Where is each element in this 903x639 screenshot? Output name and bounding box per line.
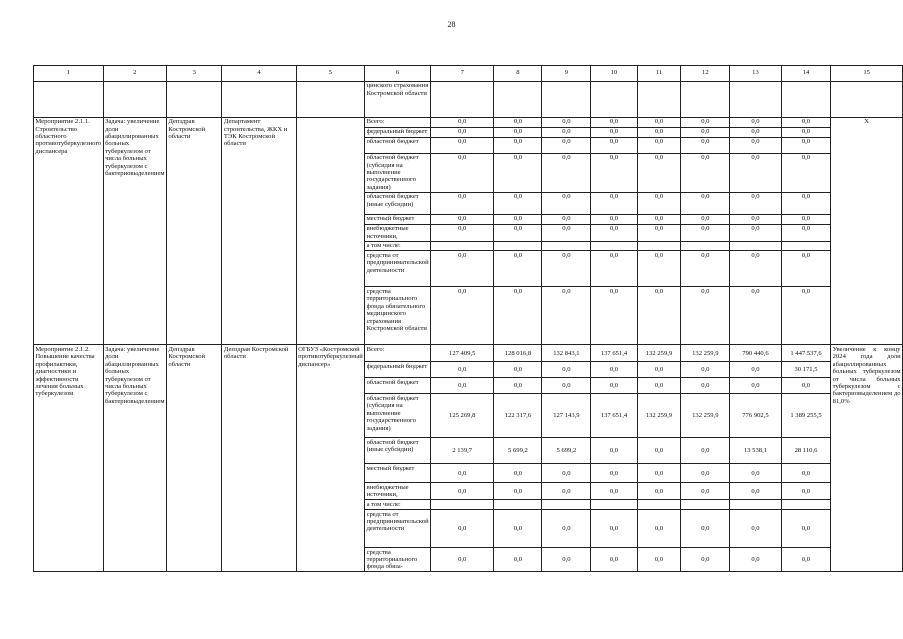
amount-cell: 776 902,5 (730, 394, 781, 438)
amount-cell: 0,0 (637, 192, 681, 214)
amount-cell: 0,0 (730, 464, 781, 483)
amount-cell (430, 500, 493, 510)
amount-cell: 0,0 (494, 483, 542, 500)
column-number: 2 (103, 66, 166, 82)
amount-cell (681, 241, 730, 251)
task-cell: Задача: увеличение доли абациллированных больных туберкулезом от числа больных туберкулезом с бактериовыделением (103, 345, 166, 572)
amount-cell: 0,0 (430, 214, 493, 224)
amount-cell: 0,0 (681, 153, 730, 192)
funding-source-cell: внебюджетные источники, (365, 483, 431, 500)
funding-source-cell: а том числе: (365, 241, 431, 251)
amount-cell: 0,0 (430, 362, 493, 378)
amount-cell: 0,0 (637, 510, 681, 548)
column-number: 4 (222, 66, 296, 82)
amount-cell: 5 699,2 (542, 438, 591, 464)
amount-cell: 0,0 (430, 510, 493, 548)
amount-cell: 0,0 (781, 153, 831, 192)
amount-cell: 0,0 (781, 378, 831, 394)
amount-cell: 0,0 (681, 214, 730, 224)
amount-cell: 0,0 (542, 251, 591, 287)
amount-cell: 0,0 (637, 117, 681, 127)
amount-cell: 0,0 (591, 510, 637, 548)
funding-source-cell: местный бюджет (365, 464, 431, 483)
amount-cell: 132 259,9 (681, 345, 730, 362)
column-number: 15 (831, 66, 903, 82)
amount-cell: 0,0 (494, 214, 542, 224)
amount-cell: 0,0 (542, 137, 591, 153)
funding-source-cell: местный бюджет (365, 214, 431, 224)
funding-source-cell: областной бюджет (субсидия на выполнение государственного задания) (365, 153, 431, 192)
amount-cell: 0,0 (681, 117, 730, 127)
amount-cell (591, 500, 637, 510)
amount-cell: 0,0 (637, 127, 681, 137)
amount-cell: 1 447 537,6 (781, 345, 831, 362)
amount-cell: 0,0 (730, 214, 781, 224)
amount-cell: 0,0 (542, 362, 591, 378)
amount-cell: 0,0 (542, 287, 591, 345)
amount-cell (730, 500, 781, 510)
amount-cell: 0,0 (781, 117, 831, 127)
column-number: 14 (781, 66, 831, 82)
funding-source-cell: областной бюджет (365, 378, 431, 394)
amount-cell: 127 143,9 (542, 394, 591, 438)
funding-source-cell: федеральный бюджет (365, 362, 431, 378)
amount-cell: 0,0 (591, 483, 637, 500)
amount-cell: 0,0 (494, 548, 542, 572)
amount-cell: 0,0 (591, 287, 637, 345)
amount-cell (542, 241, 591, 251)
amount-cell: 128 016,8 (494, 345, 542, 362)
amount-cell: 0,0 (430, 224, 493, 241)
amount-cell: 0,0 (494, 127, 542, 137)
expected-result-cell: Х (831, 117, 903, 345)
amount-cell: 0,0 (637, 287, 681, 345)
amount-cell: 0,0 (430, 378, 493, 394)
continued-source-cell: цинского страхования Костромской области (365, 81, 431, 117)
funding-source-cell: средства от предпринимательской деятельности (365, 510, 431, 548)
amount-cell: 0,0 (430, 287, 493, 345)
amount-cell: 0,0 (781, 137, 831, 153)
amount-cell: 122 317,6 (494, 394, 542, 438)
amount-cell: 0,0 (681, 192, 730, 214)
amount-cell: 127 409,5 (430, 345, 493, 362)
amount-cell: 0,0 (781, 287, 831, 345)
amount-cell: 0,0 (494, 510, 542, 548)
amount-cell: 0,0 (781, 214, 831, 224)
amount-cell: 0,0 (591, 464, 637, 483)
amount-cell: 132 843,1 (542, 345, 591, 362)
column-number: 10 (591, 66, 637, 82)
task-cell: Задача: увеличение доли абациллированных больных туберкулезом от числа больных туберкулезом с бактериовыделением (103, 117, 166, 345)
amount-cell: 0,0 (591, 153, 637, 192)
amount-cell: 0,0 (781, 510, 831, 548)
amount-cell: 0,0 (730, 548, 781, 572)
amount-cell: 0,0 (637, 483, 681, 500)
amount-cell: 0,0 (681, 483, 730, 500)
amount-cell: 0,0 (591, 214, 637, 224)
amount-cell: 0,0 (591, 224, 637, 241)
executor-cell: Депздрав Костромской области (222, 345, 296, 572)
column-number: 3 (166, 66, 222, 82)
amount-cell: 0,0 (542, 483, 591, 500)
executor-cell: Департамент строительства, ЖКХ и ТЭК Костромской области (222, 117, 296, 345)
funding-source-cell: средства от предпринимательской деятельности (365, 251, 431, 287)
amount-cell: 0,0 (637, 362, 681, 378)
amount-cell: 13 538,1 (730, 438, 781, 464)
amount-cell: 0,0 (681, 378, 730, 394)
column-number: 7 (430, 66, 493, 82)
funding-source-cell: областной бюджет (365, 137, 431, 153)
amount-cell: 0,0 (730, 483, 781, 500)
column-number: 5 (296, 66, 365, 82)
amount-cell: 0,0 (730, 287, 781, 345)
amount-cell: 0,0 (637, 137, 681, 153)
measure-name-cell: Мероприятие 2.1.2. Повышение качества профилактики, диагностики и эффективности лечения больных туберкулезом (34, 345, 104, 572)
amount-cell: 0,0 (591, 192, 637, 214)
amount-cell (494, 500, 542, 510)
amount-cell: 0,0 (637, 438, 681, 464)
amount-cell: 132 259,9 (681, 394, 730, 438)
amount-cell: 0,0 (591, 137, 637, 153)
amount-cell: 5 699,2 (494, 438, 542, 464)
funding-source-cell: средства территориального фонда обязательного медицинского страхования Костромской области (365, 287, 431, 345)
amount-cell: 0,0 (430, 483, 493, 500)
amount-cell: 0,0 (494, 153, 542, 192)
funding-source-cell: областной бюджет (субсидия на выполнение государственного задания) (365, 394, 431, 438)
amount-cell: 0,0 (591, 438, 637, 464)
amount-cell: 0,0 (637, 378, 681, 394)
amount-cell (781, 241, 831, 251)
coexecutor-cell: Депздрав Костромской области (166, 345, 222, 572)
amount-cell: 0,0 (494, 464, 542, 483)
amount-cell: 0,0 (637, 224, 681, 241)
amount-cell: 0,0 (637, 251, 681, 287)
amount-cell: 0,0 (591, 548, 637, 572)
amount-cell: 0,0 (781, 127, 831, 137)
amount-cell: 0,0 (430, 137, 493, 153)
table-row (34, 345, 903, 362)
amount-cell: 0,0 (591, 251, 637, 287)
amount-cell: 0,0 (730, 251, 781, 287)
amount-cell: 0,0 (681, 137, 730, 153)
column-number: 6 (365, 66, 431, 82)
amount-cell: 790 440,6 (730, 345, 781, 362)
amount-cell: 0,0 (494, 362, 542, 378)
funding-source-cell: средства территориального фонда обяза- (365, 548, 431, 572)
amount-cell: 0,0 (781, 192, 831, 214)
recipient-cell: ОГБУЗ «Костромской противотуберкулезный диспансер» (296, 345, 365, 572)
amount-cell: 132 259,9 (637, 394, 681, 438)
amount-cell: 0,0 (730, 153, 781, 192)
amount-cell: 1 389 255,5 (781, 394, 831, 438)
page-number: 28 (447, 20, 456, 29)
column-number: 1 (34, 66, 104, 82)
amount-cell: 0,0 (781, 224, 831, 241)
amount-cell: 0,0 (681, 548, 730, 572)
amount-cell: 0,0 (637, 214, 681, 224)
amount-cell: 0,0 (730, 378, 781, 394)
expected-result-cell: Увеличение к концу 2024 года доли абациллированных больных туберкулезом от числа больных туберкулезом с бактериовыделением до 81,0% (831, 345, 903, 572)
amount-cell: 0,0 (430, 153, 493, 192)
amount-cell: 0,0 (542, 378, 591, 394)
amount-cell: 0,0 (430, 251, 493, 287)
amount-cell: 0,0 (591, 362, 637, 378)
amount-cell: 0,0 (430, 117, 493, 127)
amount-cell: 0,0 (494, 192, 542, 214)
amount-cell: 0,0 (494, 251, 542, 287)
funding-source-cell: областной бюджет (иные субсидии) (365, 438, 431, 464)
funding-source-cell: Всего: (365, 117, 431, 127)
measure-name-cell: Мероприятие 2.1.1. Строительство областного противотуберкулезного диспансера (34, 117, 104, 345)
amount-cell: 0,0 (681, 362, 730, 378)
amount-cell: 0,0 (730, 510, 781, 548)
amount-cell: 0,0 (637, 153, 681, 192)
amount-cell: 0,0 (681, 251, 730, 287)
amount-cell: 0,0 (781, 483, 831, 500)
amount-cell: 0,0 (730, 117, 781, 127)
funding-source-cell: а том числе: (365, 500, 431, 510)
funding-source-cell: федеральный бюджет (365, 127, 431, 137)
amount-cell: 0,0 (730, 362, 781, 378)
amount-cell: 0,0 (430, 548, 493, 572)
amount-cell: 0,0 (542, 127, 591, 137)
amount-cell: 30 171,5 (781, 362, 831, 378)
amount-cell: 2 139,7 (430, 438, 493, 464)
amount-cell (637, 500, 681, 510)
amount-cell (494, 241, 542, 251)
amount-cell: 0,0 (542, 214, 591, 224)
amount-cell (542, 500, 591, 510)
amount-cell (591, 241, 637, 251)
amount-cell: 0,0 (542, 117, 591, 127)
amount-cell: 0,0 (730, 137, 781, 153)
amount-cell: 0,0 (591, 378, 637, 394)
amount-cell: 0,0 (542, 153, 591, 192)
amount-cell (637, 241, 681, 251)
column-number: 8 (494, 66, 542, 82)
funding-source-cell: Всего: (365, 345, 431, 362)
amount-cell: 0,0 (430, 192, 493, 214)
table-row (34, 117, 903, 127)
amount-cell: 0,0 (591, 117, 637, 127)
column-number: 12 (681, 66, 730, 82)
amount-cell (781, 500, 831, 510)
amount-cell (681, 500, 730, 510)
continued-row (34, 81, 903, 117)
amount-cell: 0,0 (430, 464, 493, 483)
amount-cell: 0,0 (781, 464, 831, 483)
column-number: 11 (637, 66, 681, 82)
amount-cell: 0,0 (681, 464, 730, 483)
amount-cell: 0,0 (542, 224, 591, 241)
amount-cell: 0,0 (781, 251, 831, 287)
amount-cell: 0,0 (591, 127, 637, 137)
amount-cell: 0,0 (494, 117, 542, 127)
amount-cell: 0,0 (494, 287, 542, 345)
funding-source-cell: областной бюджет (иные субсидии) (365, 192, 431, 214)
funding-table (33, 65, 903, 572)
amount-cell: 0,0 (542, 548, 591, 572)
amount-cell: 137 651,4 (591, 345, 637, 362)
amount-cell: 28 110,6 (781, 438, 831, 464)
amount-cell: 0,0 (730, 127, 781, 137)
amount-cell: 0,0 (494, 224, 542, 241)
amount-cell: 0,0 (730, 224, 781, 241)
coexecutor-cell: Депздрав Костромской области (166, 117, 222, 345)
column-number: 13 (730, 66, 781, 82)
amount-cell: 0,0 (681, 224, 730, 241)
amount-cell: 132 259,9 (637, 345, 681, 362)
column-number: 9 (542, 66, 591, 82)
amount-cell: 0,0 (681, 127, 730, 137)
amount-cell: 0,0 (637, 548, 681, 572)
amount-cell: 0,0 (494, 378, 542, 394)
amount-cell: 0,0 (681, 287, 730, 345)
amount-cell: 0,0 (730, 192, 781, 214)
amount-cell: 0,0 (781, 548, 831, 572)
amount-cell: 137 651,4 (591, 394, 637, 438)
amount-cell: 0,0 (681, 510, 730, 548)
amount-cell: 0,0 (542, 192, 591, 214)
amount-cell: 0,0 (542, 464, 591, 483)
column-number-row (34, 66, 903, 82)
funding-source-cell: внебюджетные источники, (365, 224, 431, 241)
amount-cell: 0,0 (430, 127, 493, 137)
amount-cell: 125 269,8 (430, 394, 493, 438)
amount-cell: 0,0 (494, 137, 542, 153)
amount-cell: 0,0 (542, 510, 591, 548)
recipient-cell (296, 117, 365, 345)
amount-cell: 0,0 (681, 438, 730, 464)
amount-cell: 0,0 (637, 464, 681, 483)
amount-cell (430, 241, 493, 251)
amount-cell (730, 241, 781, 251)
